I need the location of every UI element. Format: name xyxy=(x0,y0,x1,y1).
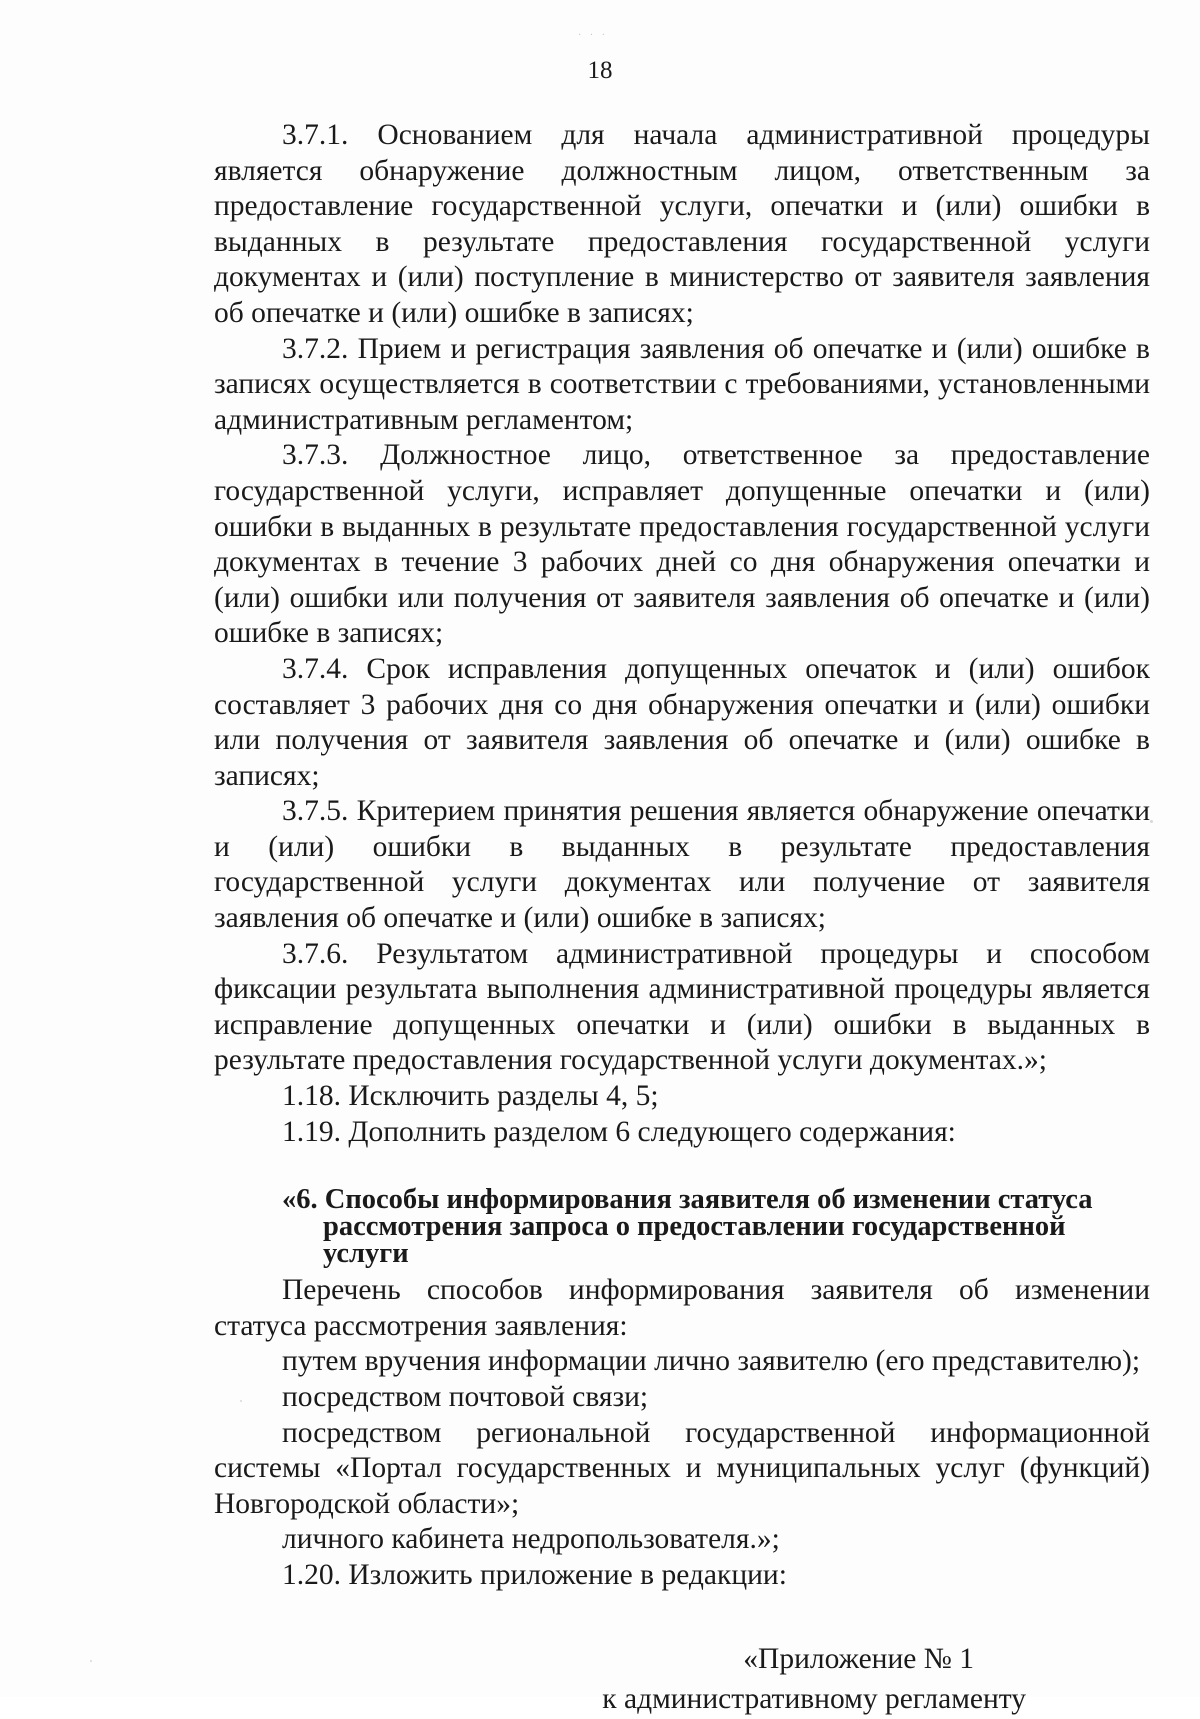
section-6-heading xyxy=(214,1184,1150,1270)
section-6-method-portal: посредством региональной государственной информационной системы «Портал государственных и муниципальных услуг (функций) Новгородской области»; xyxy=(214,1416,1150,1520)
paragraph-3-7-3: 3.7.3. Должностное лицо, ответственное за предоставление государственной услуги, исправляет допущенные опечатки и (или) ошибки в выданных в результате предоставления государственной услуги документах в течение 3 рабочих дней со дня обнаружения опечатки и (или) ошибки или получения от заявителя заявления об опечатке и (или) ошибке в записях; xyxy=(214,439,1150,650)
paragraph-3-7-1: 3.7.1. Основанием для начала административной процедуры является обнаружение должностным лицом, ответственным за предоставление государственной услуги, опечатки и (или) ошибки в выданных в результате предоставления государственной услуги документах и (или) поступление в министерство от заявителя заявления об опечатке и (или) ошибке в записях; xyxy=(214,119,1150,329)
section-6-intro: Перечень способов информирования заявителя об изменении статуса рассмотрения заявления: xyxy=(214,1274,1150,1342)
section-6-method-post: посредством почтовой связи; xyxy=(282,1381,649,1413)
appendix-caption xyxy=(214,1639,1150,1719)
appendix-title: «Приложение № 1 xyxy=(743,1642,974,1675)
document-body xyxy=(214,118,1150,1719)
paragraph-3-7-2: 3.7.2. Прием и регистрация заявления об опечатке и (или) ошибке в записях осуществляется в соответствии с требованиями, установленными административным регламентом; xyxy=(214,332,1150,436)
section-6-method-in-person: путем вручения информации лично заявителю (его представителю); xyxy=(282,1345,1141,1378)
paragraph-1-18: 1.18. Исключить разделы 4, 5; xyxy=(282,1080,659,1113)
scan-artifact: · · · xyxy=(578,30,608,41)
scan-speck xyxy=(1150,820,1153,823)
scan-speck xyxy=(240,1400,242,1402)
paragraph-1-19: 1.19. Дополнить разделом 6 следующего содержания: xyxy=(282,1115,956,1148)
section-6-heading-line1: «6. Способы информирования заявителя об изменении статуса xyxy=(282,1184,1093,1216)
scan-speck xyxy=(90,1660,92,1662)
paragraph-3-7-5: 3.7.5. Критерием принятия решения является обнаружение опечатки и (или) ошибки в выданных в результате предоставления государственной услуги документах или получение от заявителя заявления об опечатке и (или) ошибке в записях; xyxy=(214,795,1150,935)
page-number: 18 xyxy=(587,57,613,84)
section-6-heading-line2: рассмотрения запроса о предоставлении государственной услуги xyxy=(323,1211,1066,1270)
paragraph-3-7-4: 3.7.4. Срок исправления допущенных опечаток и (или) ошибок составляет 3 рабочих дня со дня обнаружения опечатки и (или) ошибки или получения от заявителя заявления об опечатке и (или) ошибке в записях; xyxy=(214,652,1150,792)
appendix-subtitle: к административному регламенту xyxy=(602,1682,1026,1715)
paragraph-3-7-6: 3.7.6. Результатом административной процедуры и способом фиксации результата выполнения административной процедуры является исправление допущенных опечатки и (или) ошибки в выданных в результате предоставления государственной услуги документах.»; xyxy=(214,937,1150,1077)
paragraph-1-20: 1.20. Изложить приложение в редакции: xyxy=(282,1558,787,1591)
section-6-method-cabinet: личного кабинета недропользователя.»; xyxy=(282,1523,780,1556)
